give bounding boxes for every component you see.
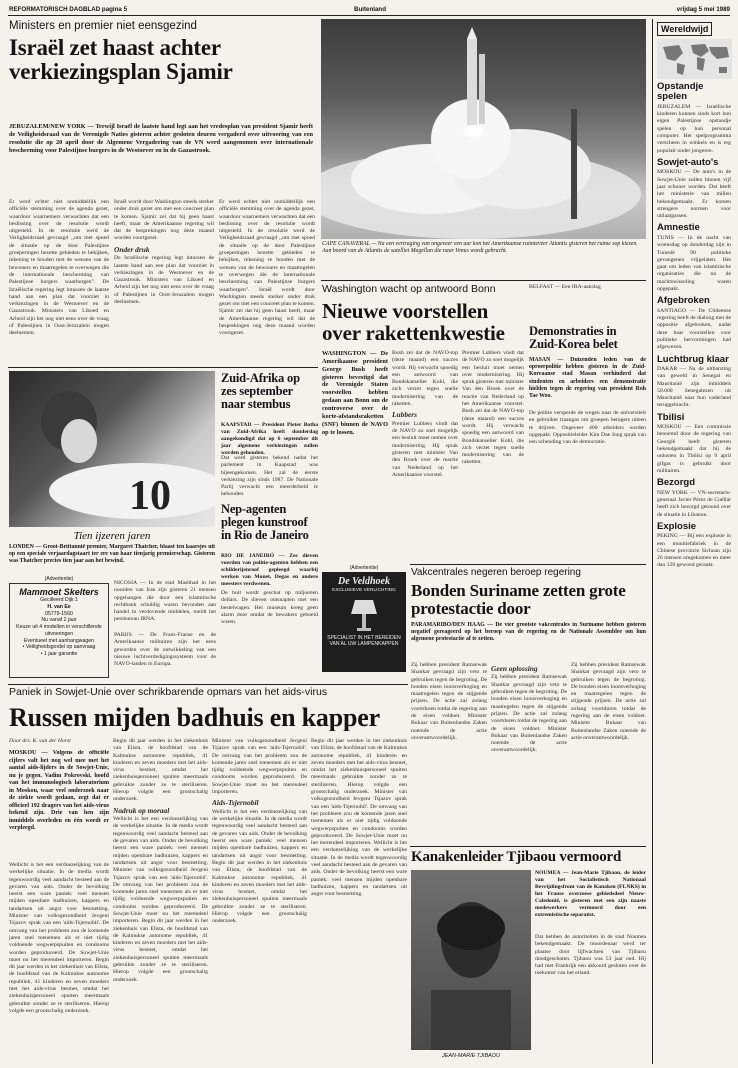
- suriname-rule: [410, 564, 646, 565]
- sidebar-item-head: Afgebroken: [657, 295, 710, 307]
- masthead-rule: [8, 15, 730, 16]
- thatcher-cake-photo: [9, 371, 215, 527]
- aids-body-2: Begin dit jaar werden in het ziekenhuis van Elista, de hoofdstad van de Kalmukse autonome republiek, 41 kinderen en zeven moeders met het aids-virus besmet, omdat het ziekenhuispersoneel spuiten meermaals gebruikte zonder ze te steriliseren. Hierop volgde een grootschalig onderzoek.: [9, 956, 109, 1014]
- suriname-kicker: Vakcentrales negeren beroep regering: [411, 567, 581, 578]
- date-label: vrijdag 5 mei 1989: [676, 6, 730, 13]
- aids-subhead-2: Aids-Tsjernobil: [212, 798, 259, 808]
- aids-byline: Door drs. K. van der Horst: [9, 738, 71, 744]
- suriname-subhead: Geen oplossing: [491, 664, 538, 673]
- washington-body-2: Premier Lubbers vindt dat de NAVO zo snel mogelijk een besluit moet nemen over modernisering. Hij sprak gisteren met minister Van den Broek over de reactie van Nederland op het Amerikaanse voorstel.: [392, 420, 458, 478]
- washington-rule: [321, 280, 646, 281]
- sidebar-item-head: Tbilisi: [657, 411, 685, 423]
- brief-parijs: PARIJS — De Frans-Franse en de Amerikaanse militairen zijn het eens geworden over de ontwikkeling van een nieuwe luchtverdedigingssysteem voor de NAVO-landen in Europa.: [114, 632, 216, 668]
- lamp-icon: [349, 596, 379, 632]
- aids-col-2: [113, 738, 208, 1062]
- washington-lead: WASHINGTON — De Amerikaanse president George Bush heeft gisteren bevestigd dat de Verenigde Staten voorstellen hebben gedaan aan Bonn om de controverse over de korte-afstandsraketten (SNF) binnen de NAVO op te lossen.: [322, 350, 388, 436]
- ad-veldhoek-box: [322, 572, 406, 672]
- top-story-headline: Israël zet haast achter verkiezingsplan Sjamir: [9, 36, 233, 85]
- nepagents-lead: RIO DE JANEIRO — Zes dieven voerden van politie-agenten hebben een schilderijenroof gepleegd waarbij werken van Monet, Degas en andere meesters verdwenen.: [221, 553, 318, 587]
- aids-col-3: [212, 738, 307, 1062]
- thatcher-cake-illustration: [9, 371, 215, 527]
- top-story-kicker: Ministers en premier niet eensgezind: [9, 20, 197, 32]
- ad-skelters-line: • Veiligheidsgordel op aanvraag: [22, 644, 96, 651]
- thatcher-rule: [8, 367, 318, 368]
- korea-headline: Demonstraties in Zuid-Korea belet: [529, 325, 618, 352]
- top-story-lead: JERUZALEM/NEW YORK — Terwijl Israël de laatste hand legt aan het vredesplan van president Sjamir heeft de Veiligheidsraad van de Verenigde Naties gisteren achter gesloten deuren vergaderd over uitvoering van een resolutie die op 20 april door de Algemene Vergadering van de VN werd aangenomen over internationale bescherming voor Palestijnse burgers in de Westoever en in de Gazastrook.: [9, 123, 313, 154]
- shuttle-launch-photo: [321, 19, 646, 239]
- ad-skelters-line: Nu vanaf 2 jaar: [41, 617, 77, 624]
- brief-nicosia: NICOSIA — In de stad Mashhad in het noorden van Iran zijn gisteren 21 mensen opgehangen die door een islamitische rechtbank schuldig waren bevonden aan handel in verdovende middelen, meldt het persbureau IRNA.: [114, 580, 216, 623]
- tjibaou-portrait: [411, 870, 531, 1050]
- top-story-body-1b: Er werd echter niet onmiddellijk een officiële stemming over de agenda gezet, waardoor waarnemers verwachten dat een beslissing over de resolutie wordt uitgesteld. In de resolutie werd de Veiligheidsraad gevraagd ,,om met spoed de situatie op de door Palestijnse groeperingen bezette gebieden te bekijken, rekening te houden met de wensen van de bewoners en maatregelen te overwegen die de internationale bescherming van Palestijnse burgers waarborgen''.: [219, 199, 315, 293]
- suriname-col-3: Zij hebben president Ramsewak Shankar gevraagd zijn veto te gebruiken tegen de begroting. De bonden eisen loonsverhoging en maatregelen tegen de stijgende prijzen. De actie zal zolang voortduren totdat de regering aan de eisen voldoet. Minister Bukaar van Buitenlandse Zaken noemde de actie onverantwoordelijk.: [571, 662, 646, 741]
- paper-page-label: REFORMATORISCH DAGBLAD pagina 5: [9, 6, 128, 13]
- ad-veldhoek-name: De Veldhoek: [338, 576, 390, 587]
- shuttle-launch-illustration: [321, 19, 646, 239]
- suriname-col-1: Zij hebben president Ramsewak Shankar gevraagd zijn veto te gebruiken tegen de begroting. De bonden eisen loonsverhoging en maatregelen tegen de stijgende prijzen. De actie zal zolang voortduren totdat de regering aan de eisen voldoet. Minister Bukaar van Buitenlandse Zaken noemde de actie onverantwoordelijk.: [411, 662, 487, 741]
- suriname-lead: PARAMARIBO/DEN HAAG — De vier grootste vakcentrales in Suriname hebben gisteren negatief gereageerd op het beroep van de regering en de Nationale Assemblee om hun algemene protestactie af te zetten.: [411, 622, 646, 643]
- sidebar-item-text: MOSKOU — Een commissie benoemd door de regering van Georgië heeft gisteren bekendgemaakt dat bij de onlusten in Tbilisi op 9 april gifgas is gebruikt door militairen.: [657, 424, 731, 474]
- washington-subhead: Lubbers: [392, 410, 418, 420]
- aids-kicker: Paniek in Sowjet-Unie over schrikbarende opmars van het aids-virus: [9, 687, 328, 698]
- ad-skelters-box: [9, 583, 109, 678]
- tjibaou-rule: [410, 846, 646, 847]
- sidebar-item-text: DAKAR — Na de uitbarsting van geweld in Senegal en Mauritanië zijn inmiddels 50.000 Senegalezen uit Mauritanië naar hun vaderland teruggebracht.: [657, 365, 731, 409]
- section-label: Buitenland: [354, 6, 386, 13]
- ad-skelters-name: Mammoet Skelters: [19, 587, 99, 597]
- aids-col-1: [9, 862, 109, 1062]
- sidebar-item-head: Explosie: [657, 520, 697, 532]
- suriname-col-2: [491, 662, 567, 842]
- sidebar-item-text: TUNIS — In de nacht van woensdag op donderdag zijn in Tunesië 90 politieke gevangenen vrijgelaten. Het gaat om leden van islamitische organisaties die na de machtswisseling waren opgepakt.: [657, 234, 731, 292]
- top-story-col-2: [114, 199, 214, 361]
- washington-kicker: Washington wacht op antwoord Bonn: [322, 284, 496, 295]
- aids-body-3b: Minister van volksgezondheid Jevgeni Tsjazov sprak van een 'aids-Tsjernobil'. De omvang van het probleem zou de komende jaren snel toenemen als er niet tijdig voldoende wegwerpspuiten en condooms worden geproduceerd. De Sowjet-Unie moet nu het merendeel importeren.: [113, 867, 208, 925]
- aids-body-2c: Begin dit jaar werden in het ziekenhuis van Elista, de hoofdstad van de Kalmukse autonome republiek, 41 kinderen en zeven moeders met het aids-virus besmet, omdat het ziekenhuispersoneel spuiten meermaals gebruikte zonder ze te steriliseren. Hierop volgde een grootschalig onderzoek.: [113, 918, 208, 983]
- aids-lead: MOSKOU — Volgens de officiële cijfers valt het nog wel mee met het aantal aids-lijders in de Sowjet-Unie, nu je gegen. Vadim Pokrovski, hoofd van het immunologisch laboratorium in Moskou, waar veel onderzoek naar de ziekte wordt gedaan, zegt dat er officieel 192 dragers van het aids-virus bekend zijn. Drie van hen zijn inmiddels overleden en één wordt er verpleegd.: [9, 750, 109, 831]
- washington-body-1: Bush zei dat de NAVO-top (deze maand) een succes wordt. Hij verwacht spoedig een antwoord van Bondskanselier Kohl, die zich verzet tegen snelle modernisering van de raketten.: [392, 350, 458, 408]
- top-story-subhead: Onder druk: [114, 244, 150, 254]
- suriname-body-b: Zij hebben president Ramsewak Shankar gevraagd zijn veto te gebruiken tegen de begroting. De bonden eisen loonsverhoging en maatregelen tegen de stijgende prijzen. De actie zal zolang voortduren totdat de regering aan de eisen voldoet. Minister Bukaar van Buitenlandse Zaken noemde de actie onverantwoordelijk.: [491, 674, 567, 754]
- top-story-col-1: [9, 199, 109, 361]
- nepagents-body: De buit wordt geschat op miljoenen dollars. De dieven ontsnapten met een bestelwagen. Het museum kreeg geen alarm door omdat de bewakers geboeid waren.: [221, 590, 318, 626]
- aids-body-1c: Wellicht is het een verdoezelijking van de werkelijke situatie. In de media wordt tegenwoordig veel aandacht besteed aan de gevaren van aids. Onder de bevolking heerst een ware paniek: veel mensen mijden openbare badhuizen, kappers en tandartsen uit angst voor besmetting.: [212, 808, 307, 859]
- top-story-col-3: [219, 199, 315, 361]
- south-africa-body: Dat werd gisteren bekend nadat het parlement in Kaapstad was bijeengekomen. Het zal de eerste verkiezing zijn sinds 1987. De Nationale Partij verwacht een meerderheid te behouden.: [221, 455, 318, 498]
- aids-body-1b: Wellicht is het een verdoezelijking van de werkelijke situatie. In de media wordt tegenwoordig veel aandacht besteed aan de gevaren van aids. Onder de bevolking heerst een ware paniek: veel mensen mijden openbare badhuizen, kappers en tandartsen uit angst voor besmetting.: [113, 816, 208, 866]
- ad-skelters-lines: [13, 597, 105, 658]
- aids-body-3: Minister van volksgezondheid Jevgeni Tsjazov sprak van een 'aids-Tsjernobil'. De omvang van het probleem zou de komende jaren snel toenemen als er niet tijdig voldoende wegwerpspuiten en condooms worden geproduceerd. De Sowjet-Unie moet nu het merendeel importeren.: [9, 913, 109, 963]
- sidebar-item-head: Sowjet-auto's: [657, 156, 719, 168]
- thatcher-caption-head: Tien ijzeren jaren: [73, 530, 151, 542]
- sidebar-item-text: PEKING — Bij een explosie in een munitiefabriek in de Chinese provincie Sichuan zijn 26 mensen omgekomen en meer dan 120 gewond geraakt.: [657, 533, 731, 569]
- top-story-body-3: Israël wordt door Washington steeds sterker onder druk gezet om met een concreet plan te komen. Sjamir zei dat hij geen haast heeft, maar de Amerikaanse regering wil dat de besprekingen nog deze maand worden voortgezet.: [114, 199, 214, 242]
- sidebar-item-head: Bezorgd: [657, 477, 695, 489]
- thatcher-caption: LONDEN — Groot-Brittannië premier, Margaret Thatcher, blaast ten kaarsjes uit op een speciale verjaardagstaart ter ere van haar tienjarig premierschap. Gisteren was Thatcher precies tien jaar aan het bewind.: [9, 544, 215, 565]
- washington-body-2b: Premier Lubbers vindt dat de NAVO zo snel mogelijk een besluit moet nemen over modernisering. Hij sprak gisteren met minister Van den Broek over de reactie van Nederland op het Amerikaanse voorstel.: [462, 350, 524, 408]
- ad-skelters-line: Keuze uit 4 modellen in verschillende uitvoeringen: [16, 624, 102, 637]
- aids-body-2e: Begin dit jaar werden in het ziekenhuis van Elista, de hoofdstad van de Kalmukse autonome republiek, 41 kinderen en zeven moeders met het aids-virus besmet, omdat het ziekenhuispersoneel spuiten meermaals gebruikte zonder ze te steriliseren. Hierop volgde een grootschalig onderzoek.: [311, 738, 407, 796]
- tjibaou-photo: [411, 870, 531, 1050]
- tjibaou-photo-caption: JEAN-MARIE TJIBAOU: [441, 1053, 501, 1059]
- korea-brief-top: BELFAST — Een IRA-aanslag: [529, 284, 601, 290]
- aids-body-3c: Minister van volksgezondheid Jevgeni Tsjazov sprak van een 'aids-Tsjernobil'. De omvang van het probleem zou de komende jaren snel toenemen als er niet tijdig voldoende wegwerpspuiten en condooms worden geproduceerd. De Sowjet-Unie moet nu het merendeel importeren.: [212, 738, 307, 796]
- top-story-body-2b: De Israëlische regering legt intussen de laatste hand aan een plan dat voorziet in verkiezingen in de Westoever en de Gazastrook. Ministers van Likoed en Arbeid zijn het nog niet eens over de vraag of Palestijnen in Oost-Jeruzalem mogen deelnemen.: [114, 255, 214, 306]
- south-africa-lead: KAAPSTAD — President Pieter Botha van Zuid-Afrika heeft donderdag aangekondigd dat op 6 september dit jaar algemene verkiezingen zullen worden gehouden.: [221, 422, 318, 456]
- aids-body-3d: Minister van volksgezondheid Jevgeni Tsjazov sprak van een 'aids-Tsjernobil'. De omvang van het probleem zou de komende jaren snel toenemen als er niet tijdig voldoende wegwerpspuiten en condooms worden geproduceerd. De Sowjet-Unie moet nu het merendeel importeren.: [311, 789, 407, 847]
- ad-veldhoek-label: (Advertentie): [349, 565, 379, 571]
- sidebar-item-text: JERUZALEM — Israëlische kinderen kunnen sinds kort hun eigen Palestijnse opstandje spelen op hun personal computer. Het spelprogramma verscheen in winkels en is erg populair onder jongeren.: [657, 103, 731, 154]
- ad-skelters-line: H. van Ee: [47, 603, 71, 610]
- aids-headline: Russen mijden badhuis en kapper: [9, 704, 380, 732]
- sidebar-item-text: NEW YORK — VN-secretaris-generaal Javier Pérez de Cuéllar heeft zich bezorgd getoond over de situatie in Libanon.: [657, 489, 731, 518]
- aids-subhead-1: Nadruk op moraal: [113, 805, 170, 815]
- tjibaou-body: Dat hebben de autoriteiten in de stad Noumea bekendgemaakt. De moordenaar werd ter plaatse door lijfwachten van Tjibaou doodgeschoten. Tjibaou was 53 jaar oud. Hij had met Frankrijk een akkoord gesloten over de toekomst van het eiland.: [535, 934, 646, 977]
- aids-body-2b: Begin dit jaar werden in het ziekenhuis van Elista, de hoofdstad van de Kalmukse autonome republiek, 41 kinderen en zeven moeders met het aids-virus besmet, omdat het ziekenhuispersoneel spuiten meermaals gebruikte zonder ze te steriliseren. Hierop volgde een grootschalig onderzoek.: [113, 738, 208, 803]
- sidebar-title: Wereldwijd: [657, 22, 712, 36]
- ad-skelters-line: • 1 jaar garantie: [40, 651, 78, 657]
- sidebar-item-text: MOSKOU — De auto's in de Sowjet-Unie zullen binnen vijf jaar schoner worden. Dat heeft het ministerie van milieu bekendgemaakt. Er komen strengere normen voor uitlaatgassen.: [657, 169, 731, 220]
- aids-body-1d: Wellicht is het een verdoezelijking van de werkelijke situatie. In de media wordt tegenwoordig veel aandacht besteed aan de gevaren van aids. Onder de bevolking heerst een ware paniek: veel mensen mijden openbare badhuizen, kappers en tandartsen uit angst voor besmetting.: [311, 840, 407, 898]
- sidebar-item-text: SANTIAGO — De Chileense regering heeft de dialoog met de oppositie afgebroken, nadat deze haar voorstellen voor politieke hervormingen had afgewezen.: [657, 307, 731, 351]
- aids-rule: [8, 684, 408, 685]
- korea-lead: MASAN — Duizenden leden van de oproerpolitie hebben gisteren in de Zuid-Koreaanse stad Masan verhinderd dat studenten en arbeiders een demonstratie hielden tegen de regering van president Roh Tae Woo.: [529, 357, 646, 400]
- svg-text:10: 10: [129, 473, 171, 519]
- aids-col-4: [311, 738, 407, 1062]
- aids-body-2d: Begin dit jaar werden in het ziekenhuis van Elista, de hoofdstad van de Kalmukse autonome republiek, 41 kinderen en zeven moeders met het aids-virus besmet, omdat het ziekenhuispersoneel spuiten meermaals gebruikte zonder ze te steriliseren. Hierop volgde een grootschalig onderzoek.: [212, 859, 307, 925]
- nepagents-headline: Nep-agenten plegen kunstroof in Rio de Janeiro: [221, 503, 309, 543]
- top-story-body-3b: Israël wordt door Washington steeds sterker onder druk gezet om met een concreet plan te komen. Sjamir zei dat hij geen haast heeft, maar de Amerikaanse regering wil dat de besprekingen nog deze maand worden voortgezet.: [219, 286, 315, 337]
- ad-skelters-label: (Advertentie): [44, 576, 74, 582]
- washington-headline: Nieuwe voorstellen over rakettenkwestie: [322, 300, 505, 345]
- sidebar-item-head: Opstandje spelen: [657, 81, 704, 103]
- suriname-headline: Bonden Suriname zetten grote protestactie door: [411, 582, 626, 618]
- ad-veldhoek-body: SPECIALIST IN HET BEREIDEN VAN AL UW LAMPENKAPPEN: [327, 635, 401, 647]
- tjibaou-headline: Kanakenleider Tjibaou vermoord: [411, 850, 622, 865]
- tjibaou-lead: NOUMEA — Jean-Marie Tjibaou, de leider van het Socialistisch Nationaal Bevrijdingsfront van de Kanaken (FLNKS) in het Franse overzeese gebiedsdeel Nieuw-Caledonië, is gisteren met een zijn naaste medewerkers vermoord door een extremistische separatist.: [535, 870, 646, 918]
- top-story-body-2: De Israëlische regering legt intussen de laatste hand aan een plan dat voorziet in verkiezingen in de Westoever en de Gazastrook. Ministers van Likoed en Arbeid zijn het nog niet eens over de vraag of Palestijnen in Oost-Jeruzalem mogen deelnemen.: [9, 279, 109, 337]
- washington-body-1b: Bush zei dat de NAVO-top (deze maand) een succes wordt. Hij verwacht spoedig een antwoord van Bondskanselier Kohl, die zich verzet tegen snelle modernisering van de raketten.: [462, 408, 524, 466]
- top-story-body-1: Er werd echter niet onmiddellijk een officiële stemming over de agenda gezet, waardoor waarnemers verwachten dat een beslissing over de resolutie wordt uitgesteld. In de resolutie werd de Veiligheidsraad gevraagd ,,om met spoed de situatie op de door Palestijnse groeperingen bezette gebieden te bekijken, rekening te houden met de wensen van de bewoners en maatregelen te overwegen die de internationale bescherming van Palestijnse burgers waarborgen''.: [9, 199, 109, 286]
- ad-skelters-line: 05779-1560: [45, 610, 73, 617]
- world-map-icon: [657, 39, 732, 79]
- washington-col-3: [462, 350, 524, 560]
- ad-skelters-line: Gecilleerd Dijk 1: [40, 597, 78, 603]
- washington-col-2: [392, 350, 458, 560]
- korea-body: De politie versperde de wegen naar de universiteit en gebruikte traangas om groepen betogers uiteen te drijven. Ongeveer 400 arbeiders werden opgepakt. Oppositieleider Kim Dae Jung sprak van een schending van de democratie.: [529, 410, 646, 446]
- aids-body-1: Wellicht is het een verdoezelijking van de werkelijke situatie. In de media wordt tegenwoordig veel aandacht besteed aan de gevaren van aids. Onder de bevolking heerst een ware paniek: veel mensen mijden openbare badhuizen, kappers en tandartsen uit angst voor besmetting.: [9, 862, 109, 912]
- sidebar-wereldwijd: [652, 19, 732, 1064]
- sidebar-item-head: Luchtbrug klaar: [657, 353, 729, 365]
- ad-veldhoek-tagline: EXCLUSIEVE VERLICHTING: [332, 588, 396, 593]
- south-africa-headline: Zuid-Afrika op zes september naar stembus: [221, 372, 300, 412]
- ad-skelters-line: Eventueel met aanhangwagen: [23, 637, 95, 644]
- sidebar-item-head: Amnestie: [657, 222, 700, 234]
- shuttle-photo-caption: CAPE CANAVERAL — Na een vertraging van ongeveer een uur kon het Amerikaanse ruimteveer Atlantis gisteren het ruime sop kiezen. Aan boord van de Atlantis de satelliet Magellan die naar Venus wordt gebracht.: [322, 241, 638, 255]
